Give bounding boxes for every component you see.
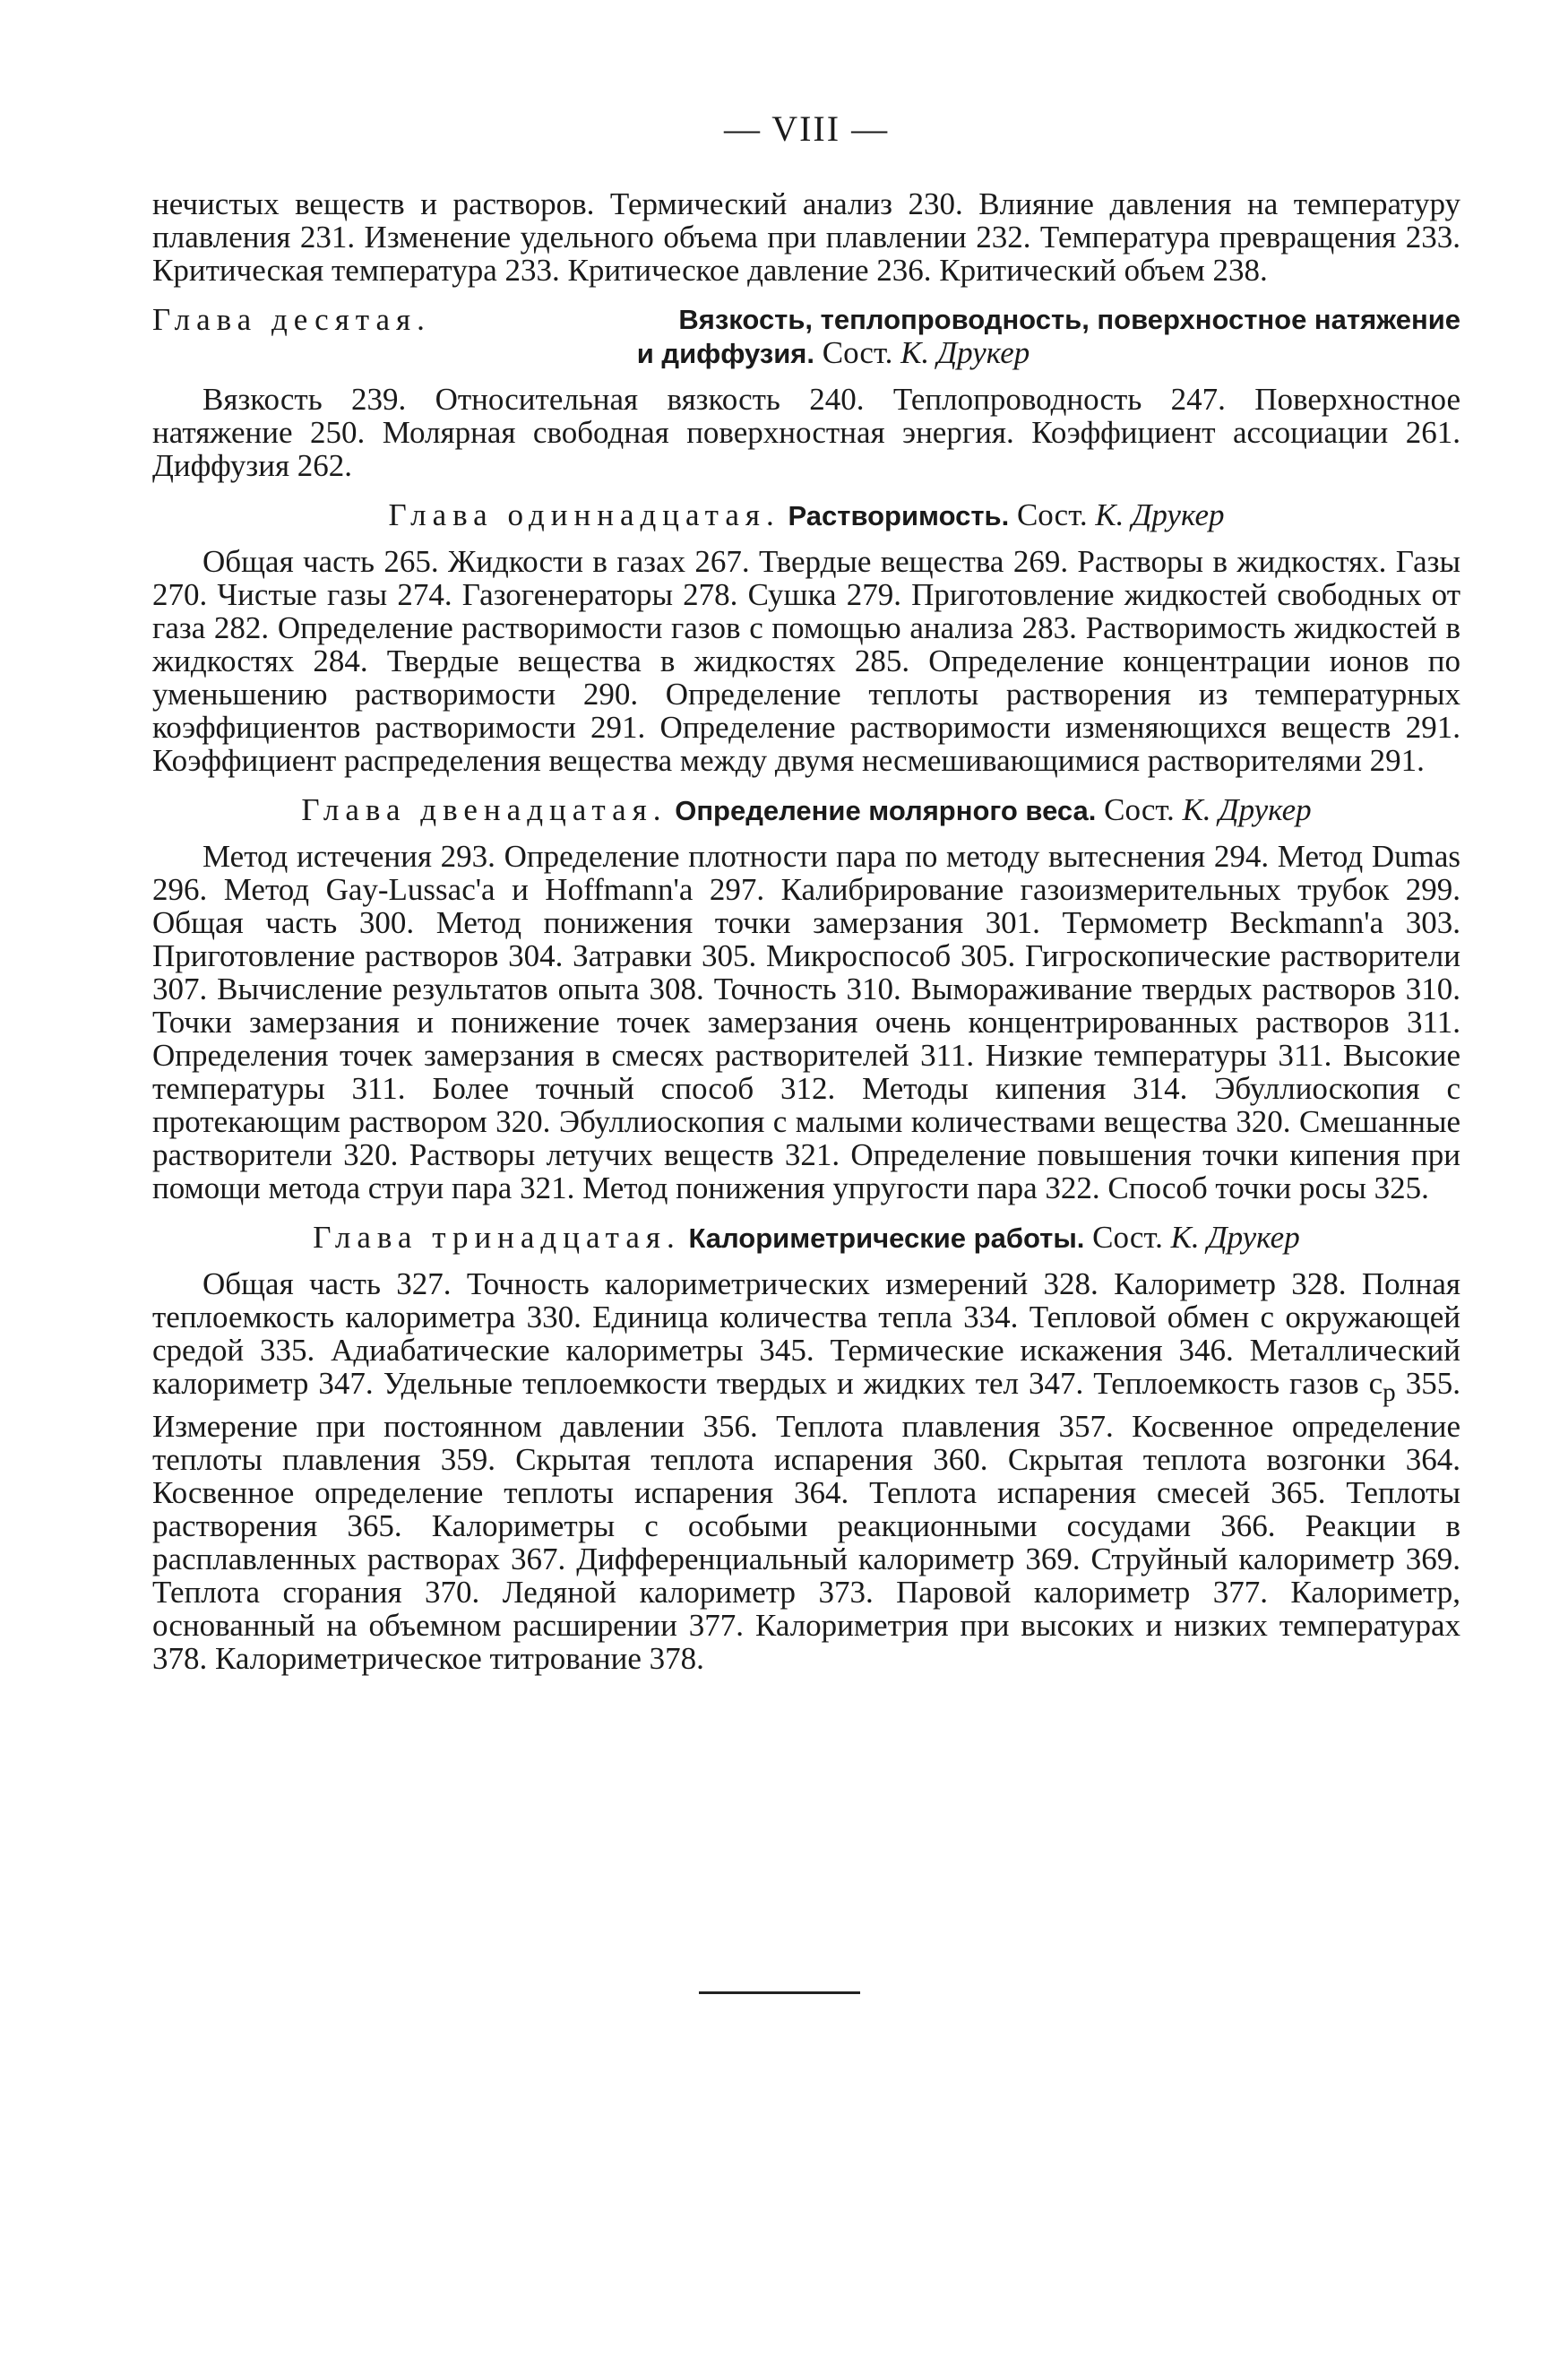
page	[152, 108, 1460, 1675]
intro-paragraph: нечистых веществ и растворов. Термический анализ 230. Влияние давления на температуру плавления 231. Изменение удельного объема при плавлении 232. Температура превращения 233. Критическая температура 233. Критическое давление 236. Критический объем 238.	[152, 186, 1460, 288]
end-rule	[699, 1991, 860, 1994]
chapter-thirteen-heading	[152, 1221, 1460, 1255]
chapter-thirteen	[152, 1221, 1460, 1675]
chapter-body-part: Общая часть 327. Точность калориметрических измерений 328. Калориметр 328. Полная теплоемкость калориметра 330. Единица количества тепла 334. Тепловой обмен с окружающей средой 335. Адиабатические калориметры 345. Термические искажения 346. Металлический калориметр 347. Удельные теплоемкости твердых и жидких тел 347. Теплоемкость газов c	[152, 1266, 1460, 1401]
chapter-editor-label: Сост.	[1104, 792, 1175, 827]
subscript-p: p	[1383, 1378, 1396, 1407]
chapter-title: Вязкость, теплопроводность, поверхностное натяжение	[678, 304, 1460, 335]
chapter-label: Глава одиннадцатая.	[388, 497, 780, 532]
chapter-author: К. Друкер	[1095, 497, 1225, 532]
chapter-title: Растворимость.	[788, 500, 1010, 531]
chapter-label: Глава десятая.	[152, 302, 431, 337]
chapter-editor-label: Сост.	[822, 335, 893, 370]
chapter-editor-label: Сост.	[1016, 497, 1088, 532]
chapter-editor-label: Сост.	[1092, 1220, 1163, 1255]
chapter-title: Определение молярного веса.	[675, 795, 1097, 826]
chapter-label: Глава тринадцатая.	[313, 1220, 681, 1255]
chapter-twelve-heading	[152, 793, 1460, 827]
chapter-author: К. Друкер	[1182, 792, 1312, 827]
chapter-ten	[152, 303, 1460, 482]
chapter-twelve	[152, 793, 1460, 1205]
chapter-label: Глава двенадцатая.	[301, 792, 668, 827]
chapter-eleven-heading	[152, 498, 1460, 532]
chapter-author: К. Друкер	[1170, 1220, 1300, 1255]
chapter-title: Калориметрические работы.	[688, 1222, 1085, 1254]
chapter-body: Общая часть 265. Жидкости в газах 267. Твердые вещества 269. Растворы в жидкостях. Газы 270. Чистые газы 274. Газогенераторы 278. Сушка 279. Приготовление жидкостей свободных от газа 282. Определение растворимости газов с помощью анализа 283. Растворимость жидкостей в жидкостях 284. Твердые вещества в жидкостях 285. Определение концентрации ионов по уменьшению растворимости 290. Определение теплоты растворения из температурных коэффициентов растворимости 291. Определение растворимости изменяющихся веществ 291. Коэффициент распределения вещества между двумя несмешивающимися растворителями 291.	[152, 544, 1460, 778]
chapter-ten-heading	[152, 303, 1460, 370]
chapter-body	[152, 1267, 1460, 1675]
running-head: — VIII —	[723, 108, 890, 149]
chapter-eleven	[152, 498, 1460, 777]
chapter-body-part: 355. Измерение при постоянном давлении 356. Теплота плавления 357. Косвенное определение теплоты плавления 359. Скрытая теплота испарения 360. Скрытая теплота возгонки 364. Косвенное определение теплоты испарения 364. Теплота испарения смесей 365. Теплоты растворения 365. Калориметры с особыми реакционными сосудами 366. Реакции в расплавленных растворах 367. Дифференциальный калориметр 369. Струйный калориметр 369. Теплота сгорания 370. Ледяной калориметр 373. Паровой калориметр 377. Калориметр, основанный на объемном расширении 377. Калориметрия при высоких и низких температурах 378. Калориметрическое титрование 378.	[152, 1366, 1460, 1676]
chapter-body: Вязкость 239. Относительная вязкость 240. Теплопроводность 247. Поверхностное натяжение 250. Молярная свободная поверхностная энергия. Коэффициент ассоциации 261. Диффузия 262.	[152, 382, 1460, 483]
chapter-author: К. Друкер	[900, 335, 1030, 370]
chapter-body: Метод истечения 293. Определение плотности пара по методу вытеснения 294. Метод Dumas 296. Метод Gay-Lussac'a и Hoffmann'a 297. Калибрирование газоизмерительных трубок 299. Общая часть 300. Метод понижения точки замерзания 301. Термометр Beckmann'a 303. Приготовление растворов 304. Затравки 305. Микроспособ 305. Гигроскопические растворители 307. Вычисление результатов опыта 308. Точность 310. Вымораживание твердых растворов 310. Точки замерзания и понижение точек замерзания очень концентрированных растворов 311. Определения точек замерзания в смесях растворителей 311. Низкие температуры 311. Высокие температуры 311. Более точный способ 312. Методы кипения 314. Эбуллиоскопия с протекающим раствором 320. Эбуллиоскопия с малыми количествами вещества 320. Смешанные растворители 320. Растворы летучих веществ 321. Определение повышения точки кипения при помощи метода струи пара 321. Метод понижения упругости пара 322. Способ точки росы 325.	[152, 839, 1460, 1205]
chapter-title-continued: и диффузия.	[636, 338, 814, 369]
